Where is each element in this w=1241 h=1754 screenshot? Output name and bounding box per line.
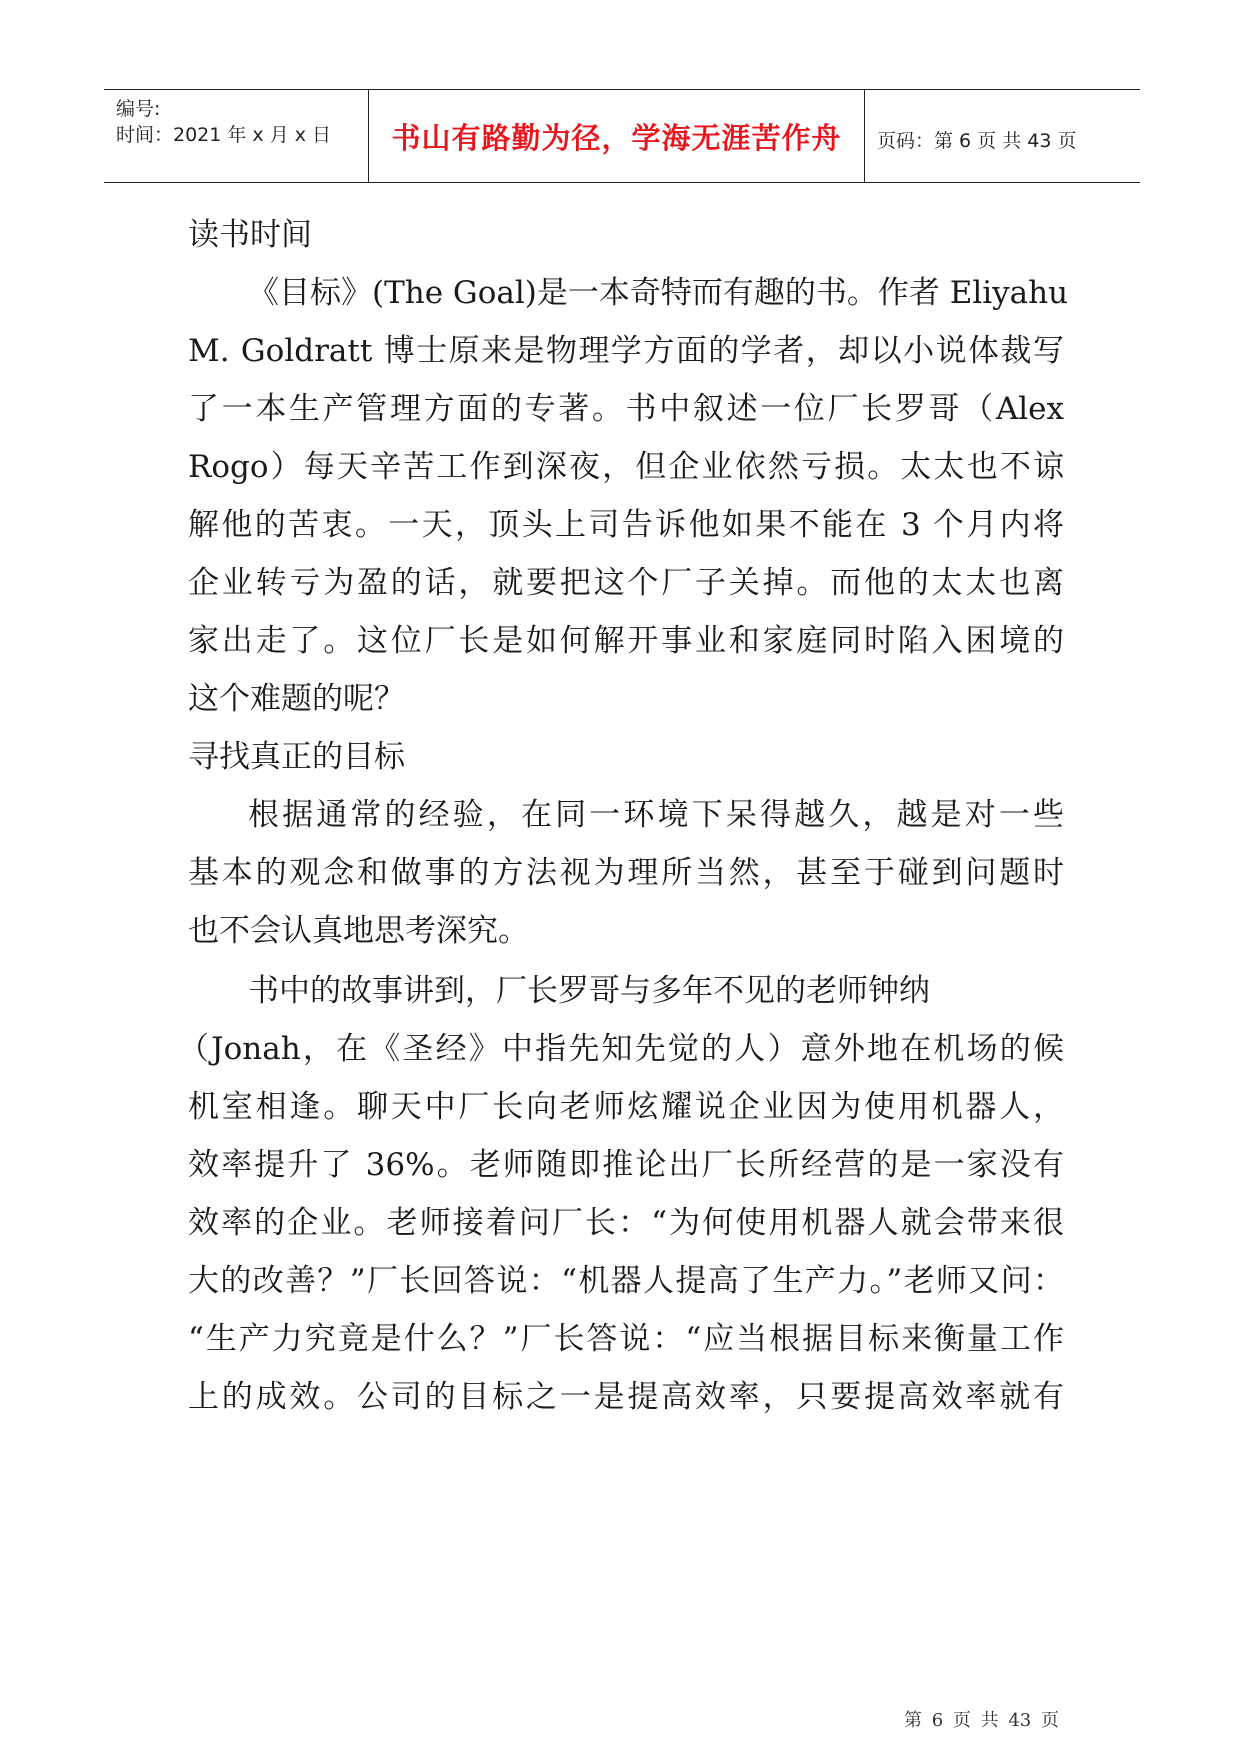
paragraph-line: 效率提升了 36%。老师随即推论出厂长所经营的是一家没有 [188, 1147, 1064, 1183]
paragraph-line: 企业转亏为盈的话，就要把这个厂子关掉。而他的太太也离 [188, 565, 1064, 601]
paragraph-line: 大的改善？”厂长回答说：“机器人提高了生产力。”老师又问： [188, 1263, 1064, 1299]
paragraph-line: Rogo）每天辛苦工作到深夜，但企业依然亏损。太太也不谅 [188, 449, 1064, 485]
paragraph-line: 效率的企业。老师接着问厂长：“为何使用机器人就会带来很 [188, 1205, 1064, 1241]
header-right-cell [865, 90, 1140, 182]
paragraph-line: 书中的故事讲到，厂长罗哥与多年不见的老师钟纳 [248, 973, 930, 1009]
header-page-number: 页码：第 6 页 共 43 页 [877, 130, 1077, 152]
paragraph-line: 解他的苦衷。一天，顶头上司告诉他如果不能在 3 个月内将 [188, 507, 1064, 543]
document-time-label: 时间：2021 年 x 月 x 日 [116, 124, 332, 146]
paragraph-line: （Jonah，在《圣经》中指先知先觉的人）意外地在机场的候 [178, 1031, 1064, 1067]
header-middle-cell [369, 90, 865, 182]
paragraph-line: 《目标》(The Goal)是一本奇特而有趣的书。作者 Eliyahu [248, 275, 1069, 311]
paragraph-line: 基本的观念和做事的方法视为理所当然，甚至于碰到问题时 [188, 855, 1064, 891]
paragraph-line: 这个难题的呢？ [188, 681, 405, 717]
paragraph-line: M. Goldratt 博士原来是物理学方面的学者，却以小说体裁写 [188, 333, 1064, 369]
page-header [104, 89, 1140, 183]
paragraph-line: 上的成效。公司的目标之一是提高效率，只要提高效率就有 [188, 1379, 1064, 1415]
header-left-cell [104, 90, 369, 182]
paragraph-line: “生产力究竟是什么？”厂长答说：“应当根据目标来衡量工作 [188, 1321, 1064, 1357]
paragraph-line: 也不会认真地思考深究。 [188, 913, 529, 949]
paragraph-line: 机室相逢。聊天中厂长向老师炫耀说企业因为使用机器人， [188, 1089, 1064, 1125]
document-number-label: 编号: [116, 98, 161, 120]
paragraph-line: 根据通常的经验，在同一环境下呆得越久，越是对一些 [248, 797, 1064, 833]
header-motto: 书山有路勤为径，学海无涯苦作舟 [391, 121, 842, 155]
paragraph-line: 家出走了。这位厂长是如何解开事业和家庭同时陷入困境的 [188, 623, 1064, 659]
section-heading-finding-goal: 寻找真正的目标 [188, 739, 405, 775]
paragraph-line: 了一本生产管理方面的专著。书中叙述一位厂长罗哥（Alex [188, 391, 1064, 427]
section-heading-reading-time: 读书时间 [188, 217, 312, 253]
page-footer: 第 6 页 共 43 页 [904, 1710, 1059, 1731]
